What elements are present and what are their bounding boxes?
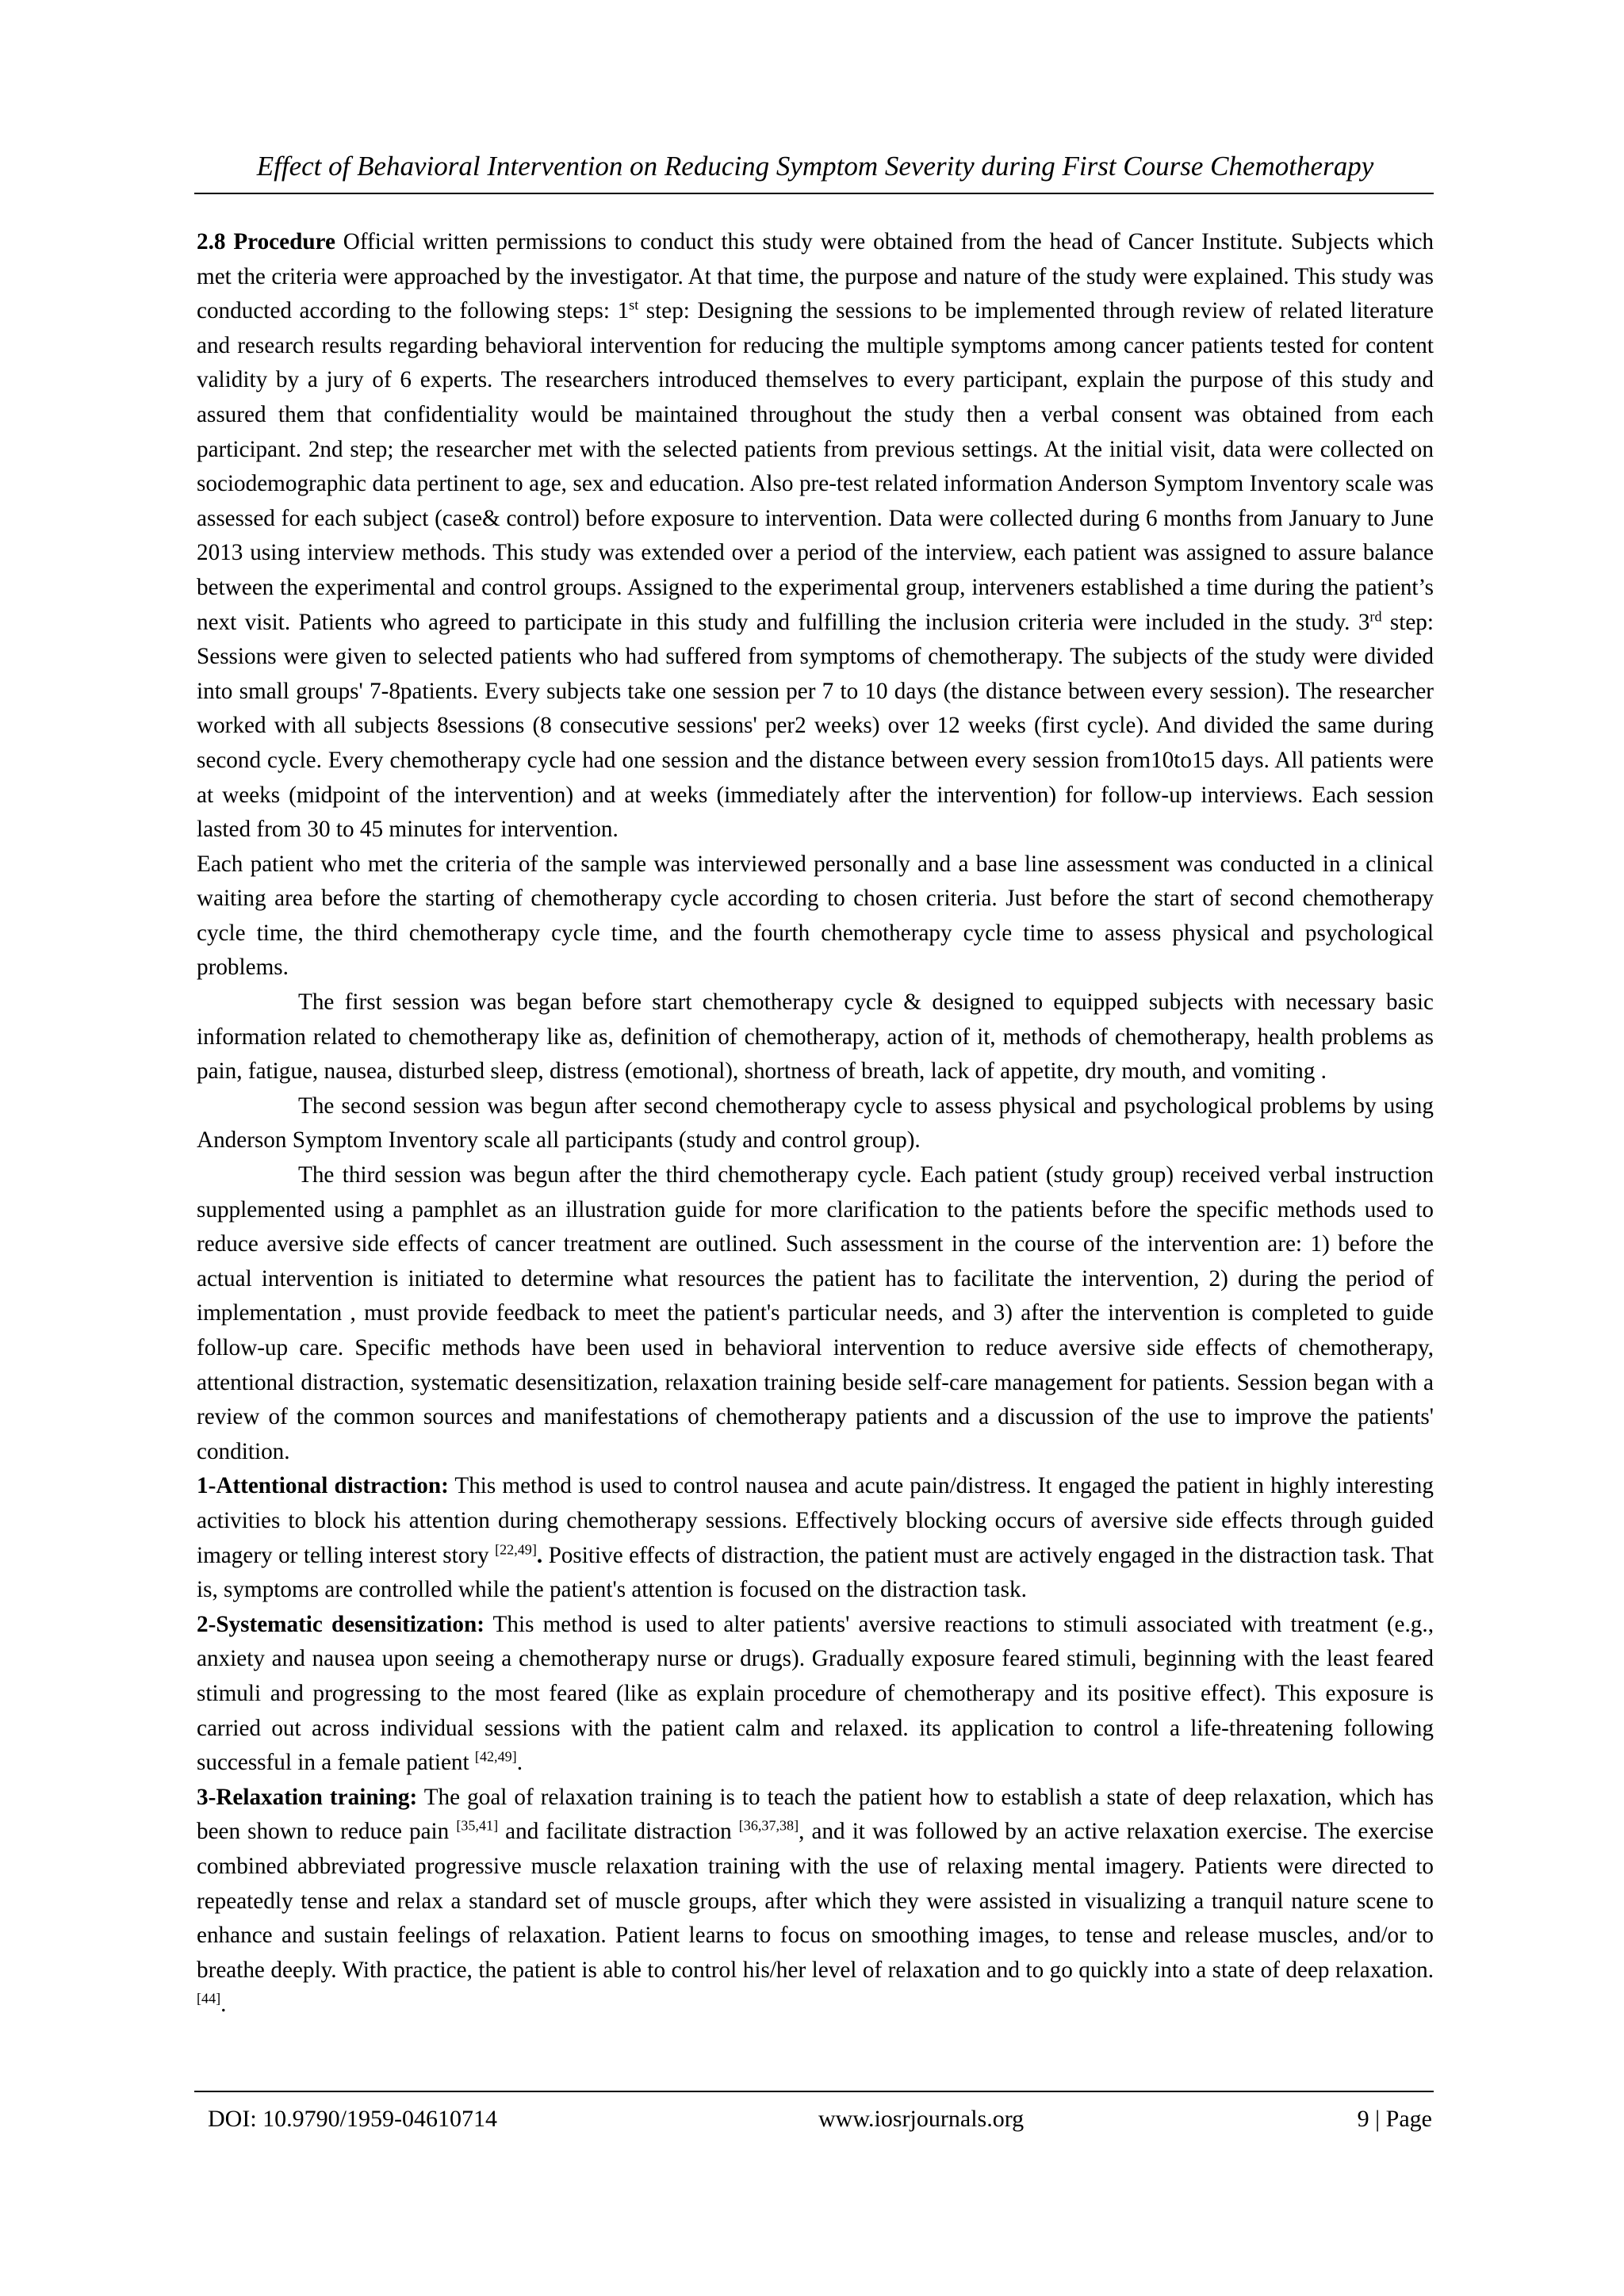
relaxation-text-c: , and it was followed by an active relaxation exercise. The exercise combined abbreviated progressive muscle relaxation training with the use of relaxing mental imagery. Patients were directed to repeatedly tense and relax a standard set of muscle groups, after which they were assisted in visualizing a tranquil nature scene to enhance and sustain feelings of relaxation. Patient learns to focus on smoothing images, to tense and release muscles, and/or to breathe deeply. With practice, the patient is able to control his/her level of relaxation and to go quickly into a state of deep relaxation. xyxy=(197,1819,1434,1983)
procedure-text-b: step: Designing the sessions to be implemented through review of related literature and research results regarding behavioral intervention for reducing the multiple symptoms among cancer patients tested for content validity by a jury of 6 experts. The researchers introduced themselves to every participant, explain the purpose of this study and assured them that confidentiality would be maintained throughout the study then a verbal consent was obtained from each participant. 2nd step; the researcher met with the selected patients from previous settings. At the initial visit, data were collected on sociodemographic data pertinent to age, sex and education. Also pre-test related information Anderson Symptom Inventory scale was assessed for each subject (case& control) before exposure to intervention. Data were collected during 6 months from January to June 2013 using interview methods. This study was extended over a period of the interview, each patient was assigned to assure balance between the experimental and control groups. Assigned to the experimental group, interveners established a time during the patient’s next visit. Patients who agreed to participate in this study and fulfilling the inclusion criteria were included in the study. 3 xyxy=(197,298,1434,635)
attentional-distraction-paragraph xyxy=(197,1469,1434,1607)
first-session-paragraph: The first session was began before start chemotherapy cycle & designed to equipped subjects with necessary basic information related to chemotherapy like as, definition of chemotherapy, action of it, methods of chemotherapy, health problems as pain, fatigue, nausea, disturbed sleep, distress (emotional), shortness of breath, lack of appetite, dry mouth, and vomiting . xyxy=(197,989,1434,1085)
article-body xyxy=(197,225,1434,2022)
attentional-period: . xyxy=(536,1542,543,1568)
relaxation-text-a: The goal of relaxation training is to teach the patient how to establish a state of deep relaxation, which has been shown to reduce pain xyxy=(197,1784,1434,1845)
running-header: Effect of Behavioral Intervention on Reducing Symptom Severity during First Course Chemotherapy xyxy=(256,151,1374,182)
citation-ref: [35,41] xyxy=(456,1817,499,1834)
systematic-desensitization-heading: 2-Systematic desensitization: xyxy=(197,1611,485,1637)
procedure-heading: 2.8 Procedure xyxy=(197,229,335,254)
relaxation-text-d: . xyxy=(220,1992,227,2018)
procedure-text-a: Official written permissions to conduct this study were obtained from the head of Cancer Institute. Subjects which met the criteria were approached by the investigator. At that time, the purpose and nature of the study were explained. This study was conducted according to the following steps: 1 xyxy=(197,229,1434,324)
systematic-desensitization-paragraph xyxy=(197,1608,1434,1781)
superscript-rd: rd xyxy=(1369,607,1382,624)
attentional-text-a: This method is used to control nausea and acute pain/distress. It engaged the patient in highly interesting activities to block his attention during chemotherapy sessions. Effectively blocking occurs of aversive side effects through guided imagery or telling interest story xyxy=(197,1473,1434,1568)
citation-ref: [42,49] xyxy=(474,1748,517,1765)
header-divider xyxy=(194,193,1434,194)
superscript-st: st xyxy=(629,297,639,313)
footer-journal-url: www.iosrjournals.org xyxy=(818,2106,1025,2132)
citation-ref: [22,49] xyxy=(495,1540,537,1557)
systematic-text-a: This method is used to alter patients' aversive reactions to stimuli associated with treatment (e.g., anxiety and nausea upon seeing a chemotherapy nurse or drugs). Gradually exposure feared stimuli, beginning with the least feared stimuli and progressing to the most feared (like as explain procedure of chemotherapy and its positive effect). This exposure is carried out across individual sessions with the patient calm and relaxed. its application to control a life-threatening following successful in a female patient xyxy=(197,1611,1434,1776)
each-patient-paragraph: Each patient who met the criteria of the sample was interviewed personally and a base line assessment was conducted in a clinical waiting area before the starting of chemotherapy cycle according to chosen criteria. Just before the start of second chemotherapy cycle time, the third chemotherapy cycle time, and the fourth chemotherapy cycle time to assess physical and psychological problems. xyxy=(197,851,1434,981)
systematic-text-b: . xyxy=(516,1750,523,1776)
footer-page-number: 9 | Page xyxy=(1357,2106,1432,2132)
procedure-paragraph xyxy=(197,225,1434,848)
citation-ref: [36,37,38] xyxy=(738,1817,799,1834)
relaxation-text-b: and facilitate distraction xyxy=(498,1819,739,1845)
footer-divider xyxy=(194,2091,1434,2092)
attentional-distraction-heading: 1-Attentional distraction: xyxy=(197,1473,449,1499)
procedure-text-c: step: Sessions were given to selected patients who had suffered from symptoms of chemotherapy. The subjects of the study were divided into small groups' 7-8patients. Every subjects take one session per 7 to 10 days (the distance between every session). The researcher worked with all subjects 8sessions (8 consecutive sessions' per2 weeks) over 12 weeks (first cycle). And divided the same during second cycle. Every chemotherapy cycle had one session and the distance between every session from10to15 days. All patients were at weeks (midpoint of the intervention) and at weeks (immediately after the intervention) for follow-up interviews. Each session lasted from 30 to 45 minutes for intervention. xyxy=(197,609,1434,843)
relaxation-training-heading: 3-Relaxation training: xyxy=(197,1784,418,1810)
footer-doi: DOI: 10.9790/1959-04610714 xyxy=(208,2106,497,2132)
attentional-text-b: Positive effects of distraction, the patient must are actively engaged in the distraction task. That is, symptoms are controlled while the patient's attention is focused on the distraction task. xyxy=(197,1542,1434,1603)
second-session-paragraph: The second session was begun after second chemotherapy cycle to assess physical and psychological problems by using Anderson Symptom Inventory scale all participants (study and control group). xyxy=(197,1093,1434,1154)
citation-ref: [44] xyxy=(197,1990,221,2007)
third-session-paragraph: The third session was begun after the third chemotherapy cycle. Each patient (study group) received verbal instruction supplemented using a pamphlet as an illustration guide for more clarification to the patients before the specific methods used to reduce aversive side effects of cancer treatment are outlined. Such assessment in the course of the intervention are: 1) before the actual intervention is initiated to determine what resources the patient has to facilitate the intervention, 2) during the period of implementation , must provide feedback to meet the patient's particular needs, and 3) after the intervention is completed to guide follow-up care. Specific methods have been used in behavioral intervention to reduce aversive side effects of chemotherapy, attentional distraction, systematic desensitization, relaxation training beside self-care management for patients. Session began with a review of the common sources and manifestations of chemotherapy patients and a discussion of the use to improve the patients' condition. xyxy=(197,1162,1434,1464)
relaxation-training-paragraph xyxy=(197,1781,1434,2022)
